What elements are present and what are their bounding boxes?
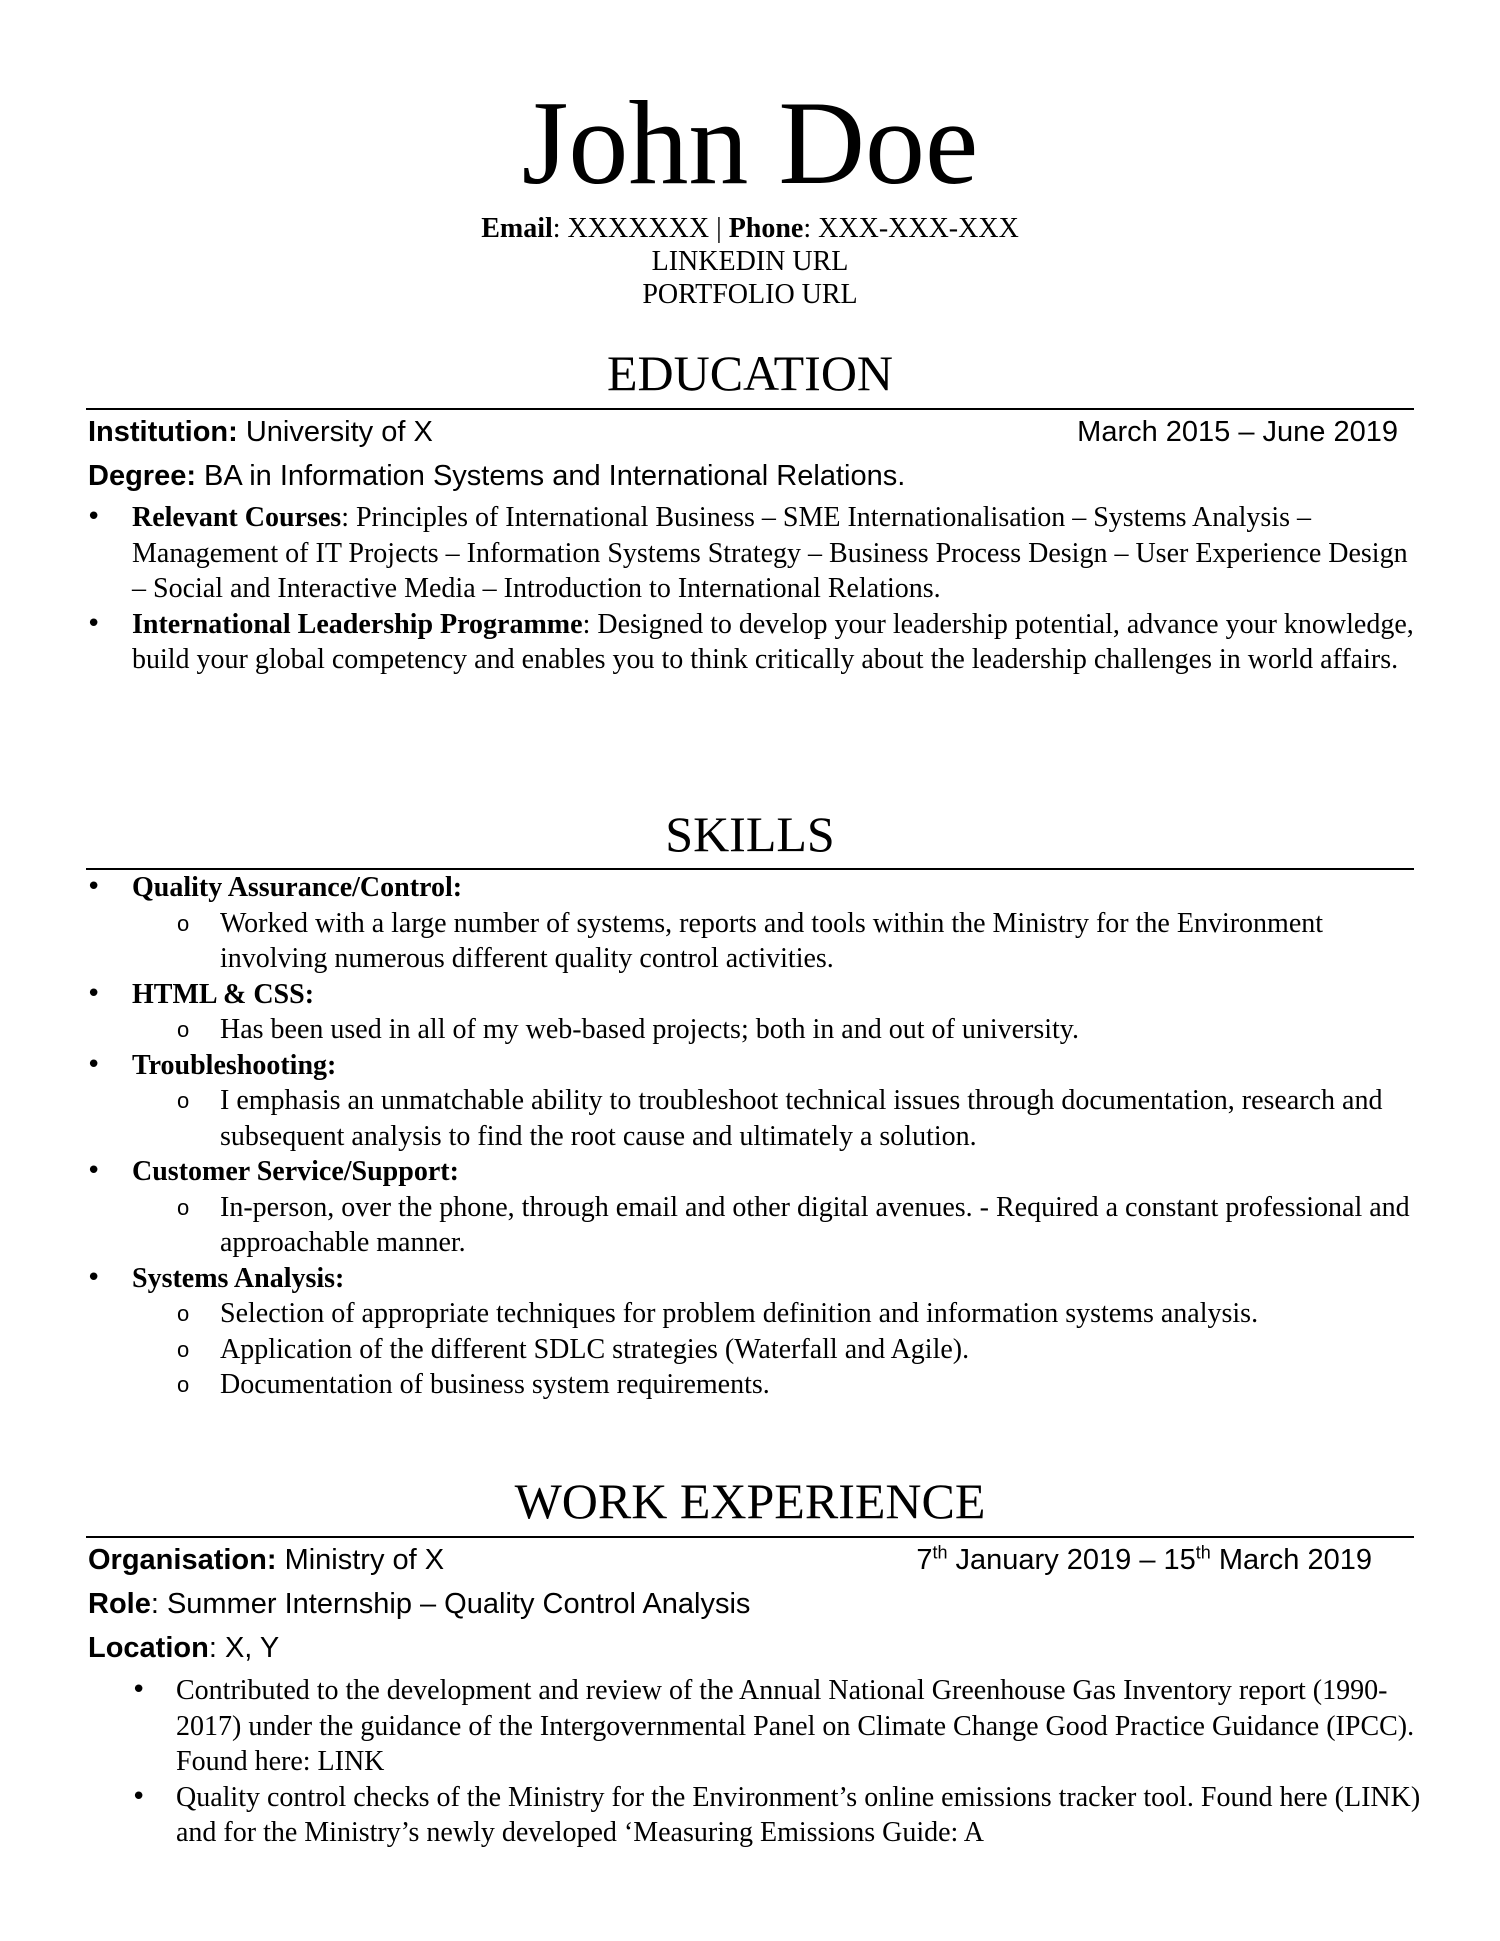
location-value: : X, Y [208, 1632, 280, 1664]
date-ordinal: th [1195, 1542, 1211, 1563]
skill-detail: Worked with a large number of systems, reports and tools within the Ministry for the Environment involving numerous different quality control activities. [220, 907, 1324, 974]
skill-detail: Application of the different SDLC strategies (Waterfall and Agile). [220, 1333, 970, 1365]
list-item [86, 906, 1416, 977]
role-row [88, 1586, 1408, 1622]
institution-label: Institution: [88, 416, 238, 448]
list-item [86, 1190, 1416, 1261]
list-item [86, 500, 1416, 607]
bullet-text: : Principles of International Business – SME Internationalisation – Systems Analysis – Management of IT Projects – Information Systems Strategy – Business Process Design – User Experience Design – Social and Interactive Media – Introduction to International Relations. [132, 502, 1408, 604]
organisation-row [88, 1542, 1408, 1578]
bullet-label: Relevant Courses [132, 502, 342, 533]
skill-label: Customer Service/Support: [132, 1156, 459, 1187]
institution-value: University of X [237, 416, 433, 448]
email-value: : XXXXXXX | [552, 213, 729, 244]
organisation-label: Organisation: [88, 1544, 277, 1576]
list-item [86, 1261, 1416, 1297]
skill-label: HTML & CSS: [132, 978, 315, 1010]
skills-heading: SKILLS [665, 806, 835, 862]
date-start-day: 7 [916, 1544, 933, 1576]
linkedin-url: LINKEDIN URL [651, 246, 849, 277]
email-label: Email [481, 213, 553, 244]
phone-label: Phone [728, 213, 804, 244]
portfolio-url: PORTFOLIO URL [642, 279, 858, 310]
list-item [86, 1296, 1416, 1332]
skills-list [86, 870, 1416, 1403]
list-item: • Quality control checks of the Ministry for the Environment’s online emissions tracker tool. Found here (LINK) and for the Ministry’s newly developed ‘Measuring Emissions Guide: A [86, 1780, 1426, 1851]
skill-label: Troubleshooting: [132, 1049, 337, 1081]
work-bullets [86, 1673, 1426, 1851]
date-ordinal: th [932, 1542, 948, 1563]
education-bullets [86, 500, 1416, 678]
contact-line [0, 212, 1500, 245]
list-item [86, 1367, 1416, 1403]
contact-info [0, 212, 1500, 311]
skill-detail: I emphasis an unmatchable ability to troubleshoot technical issues through documentation, research and subsequent analysis to find the root cause and ultimately a solution. [220, 1085, 1383, 1152]
list-item [86, 977, 1416, 1013]
list-item [86, 1154, 1416, 1190]
degree-value: BA in Information Systems and International Relations. [196, 460, 906, 492]
role-label: Role [88, 1588, 151, 1620]
role-value: : Summer Internship – Quality Control Analysis [150, 1588, 751, 1620]
education-dates: March 2015 – June 2019 [1077, 416, 1398, 448]
education-heading: EDUCATION [606, 345, 894, 401]
degree-label: Degree: [88, 460, 196, 492]
list-item [86, 1048, 1416, 1084]
candidate-name: John Doe [521, 76, 979, 209]
skill-detail: In-person, over the phone, through email and other digital avenues. - Required a constant professional and approachable manner. [220, 1191, 1410, 1258]
list-item: • Contributed to the development and review of the Annual National Greenhouse Gas Inventory report (1990-2017) under the guidance of the Intergovernmental Panel on Climate Change Good Practice Guidance (IPCC). Found here: LINK [86, 1673, 1426, 1780]
list-item [86, 607, 1416, 678]
date-start-rest: January 2019 – 15 [947, 1544, 1196, 1576]
list-item [86, 1083, 1416, 1154]
work-dates [916, 1542, 1372, 1578]
skill-label: Quality Assurance/Control: [132, 872, 463, 903]
list-item [86, 1012, 1416, 1048]
skill-detail: Has been used in all of my web-based projects; both in and out of university. [220, 1014, 1079, 1045]
list-item [86, 870, 1416, 906]
education-divider [86, 408, 1414, 410]
skill-detail: Documentation of business system requirements. [220, 1369, 770, 1400]
skill-label: Systems Analysis: [132, 1262, 345, 1294]
institution-row [88, 414, 1408, 450]
organisation-value: Ministry of X [276, 1544, 445, 1576]
location-row [88, 1630, 1408, 1666]
work-divider [86, 1536, 1414, 1538]
bullet-label: International Leadership Programme [132, 608, 583, 640]
date-end-rest: March 2019 [1210, 1544, 1372, 1576]
degree-row [88, 458, 1408, 494]
skill-detail: Selection of appropriate techniques for problem definition and information systems analysis. [220, 1298, 1259, 1329]
location-label: Location [88, 1632, 209, 1664]
bullet-text: : Designed to develop your leadership potential, advance your knowledge, build your global competency and enables you to think critically about the leadership challenges in world affairs. [132, 608, 1414, 675]
phone-value: : XXX-XXX-XXX [803, 213, 1019, 244]
work-experience-heading: WORK EXPERIENCE [514, 1473, 986, 1529]
list-item [86, 1332, 1416, 1368]
